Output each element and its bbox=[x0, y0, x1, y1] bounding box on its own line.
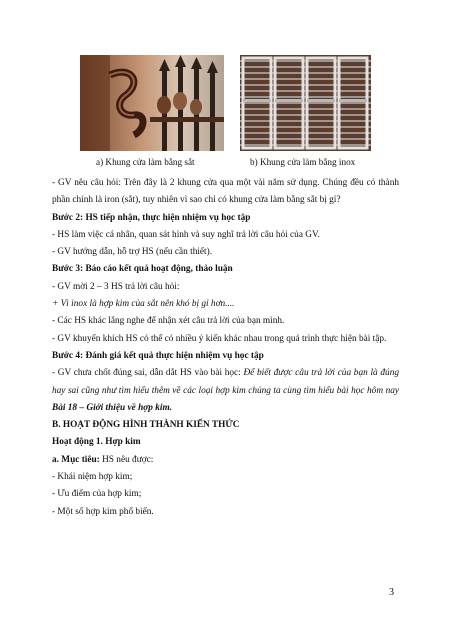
question-paragraph: - GV nêu câu hỏi: Trên đây là 2 khung cửa qua một vài năm sử dụng. Chúng đều có thành phần chính là iron (sắt), tuy nhiên vì sao chỉ có khung cửa làm bằng sắt bị gỉ? bbox=[52, 178, 399, 206]
step-4-lead-in: Để biết được câu trả lời của bạn là đúng hay sai cũng như tìm hiểu thêm về các loại hợp kim chúng ta cùng tìm hiểu bài học hôm nay bbox=[52, 368, 399, 396]
step-4-paragraph bbox=[52, 365, 399, 417]
goal-line bbox=[52, 452, 399, 469]
goal-text: HS nêu được: bbox=[99, 454, 154, 465]
page-number: 3 bbox=[389, 587, 394, 598]
goal-label: a. Mục tiêu: bbox=[52, 454, 100, 465]
goal-item-2: - Ưu điểm của hợp kim; bbox=[52, 489, 142, 500]
step-3-line-1: - GV mời 2 – 3 HS trả lời câu hỏi: bbox=[52, 281, 180, 292]
step-2-heading: Bước 2: HS tiếp nhận, thực hiện nhiệm vụ học tập bbox=[52, 212, 251, 223]
step-2-line-1: - HS làm việc cá nhân, quan sát hình và suy nghĩ trả lời câu hỏi của GV. bbox=[52, 229, 320, 240]
goal-item-1: - Khái niệm hợp kim; bbox=[52, 472, 133, 483]
section-b-heading: B. HOẠT ĐỘNG HÌNH THÀNH KIẾN THỨC bbox=[52, 420, 240, 431]
sample-answer: + Vì inox là hợp kim của sắt nên khó bị gỉ hơn.... bbox=[52, 299, 235, 310]
goal-item-3: - Một số hợp kim phổ biến. bbox=[52, 506, 154, 517]
step-3-line-3: - GV khuyến khích HS có thể có nhiều ý kiến khác nhau trong quá trình thực hiện bài tập. bbox=[52, 333, 387, 344]
lesson-title: Bài 18 – Giới thiệu về hợp kim. bbox=[52, 402, 172, 413]
step-4-intro: - GV chưa chốt đúng sai, dẫn dắt HS vào bài học: bbox=[52, 368, 244, 379]
activity-1-heading: Hoạt động 1. Hợp kim bbox=[52, 437, 141, 448]
figure-a-caption: a) Khung cửa làm bằng sắt bbox=[96, 157, 195, 167]
step-2-line-2: - GV hướng dẫn, hỗ trợ HS (nếu cần thiết). bbox=[52, 247, 213, 258]
iron-gate-photo bbox=[80, 55, 224, 151]
step-3-heading: Bước 3: Báo cáo kết quả hoạt động, thảo luận bbox=[52, 264, 233, 275]
step-3-line-2: - Các HS khác lắng nghe để nhận xét câu trả lời của bạn mình. bbox=[52, 316, 285, 327]
inox-gate-photo bbox=[240, 55, 371, 151]
figure-b-caption: b) Khung cửa làm bằng inox bbox=[250, 157, 356, 167]
step-4-heading: Bước 4: Đánh giá kết quả thực hiện nhiệm vụ học tập bbox=[52, 350, 264, 361]
document-body bbox=[52, 175, 399, 521]
